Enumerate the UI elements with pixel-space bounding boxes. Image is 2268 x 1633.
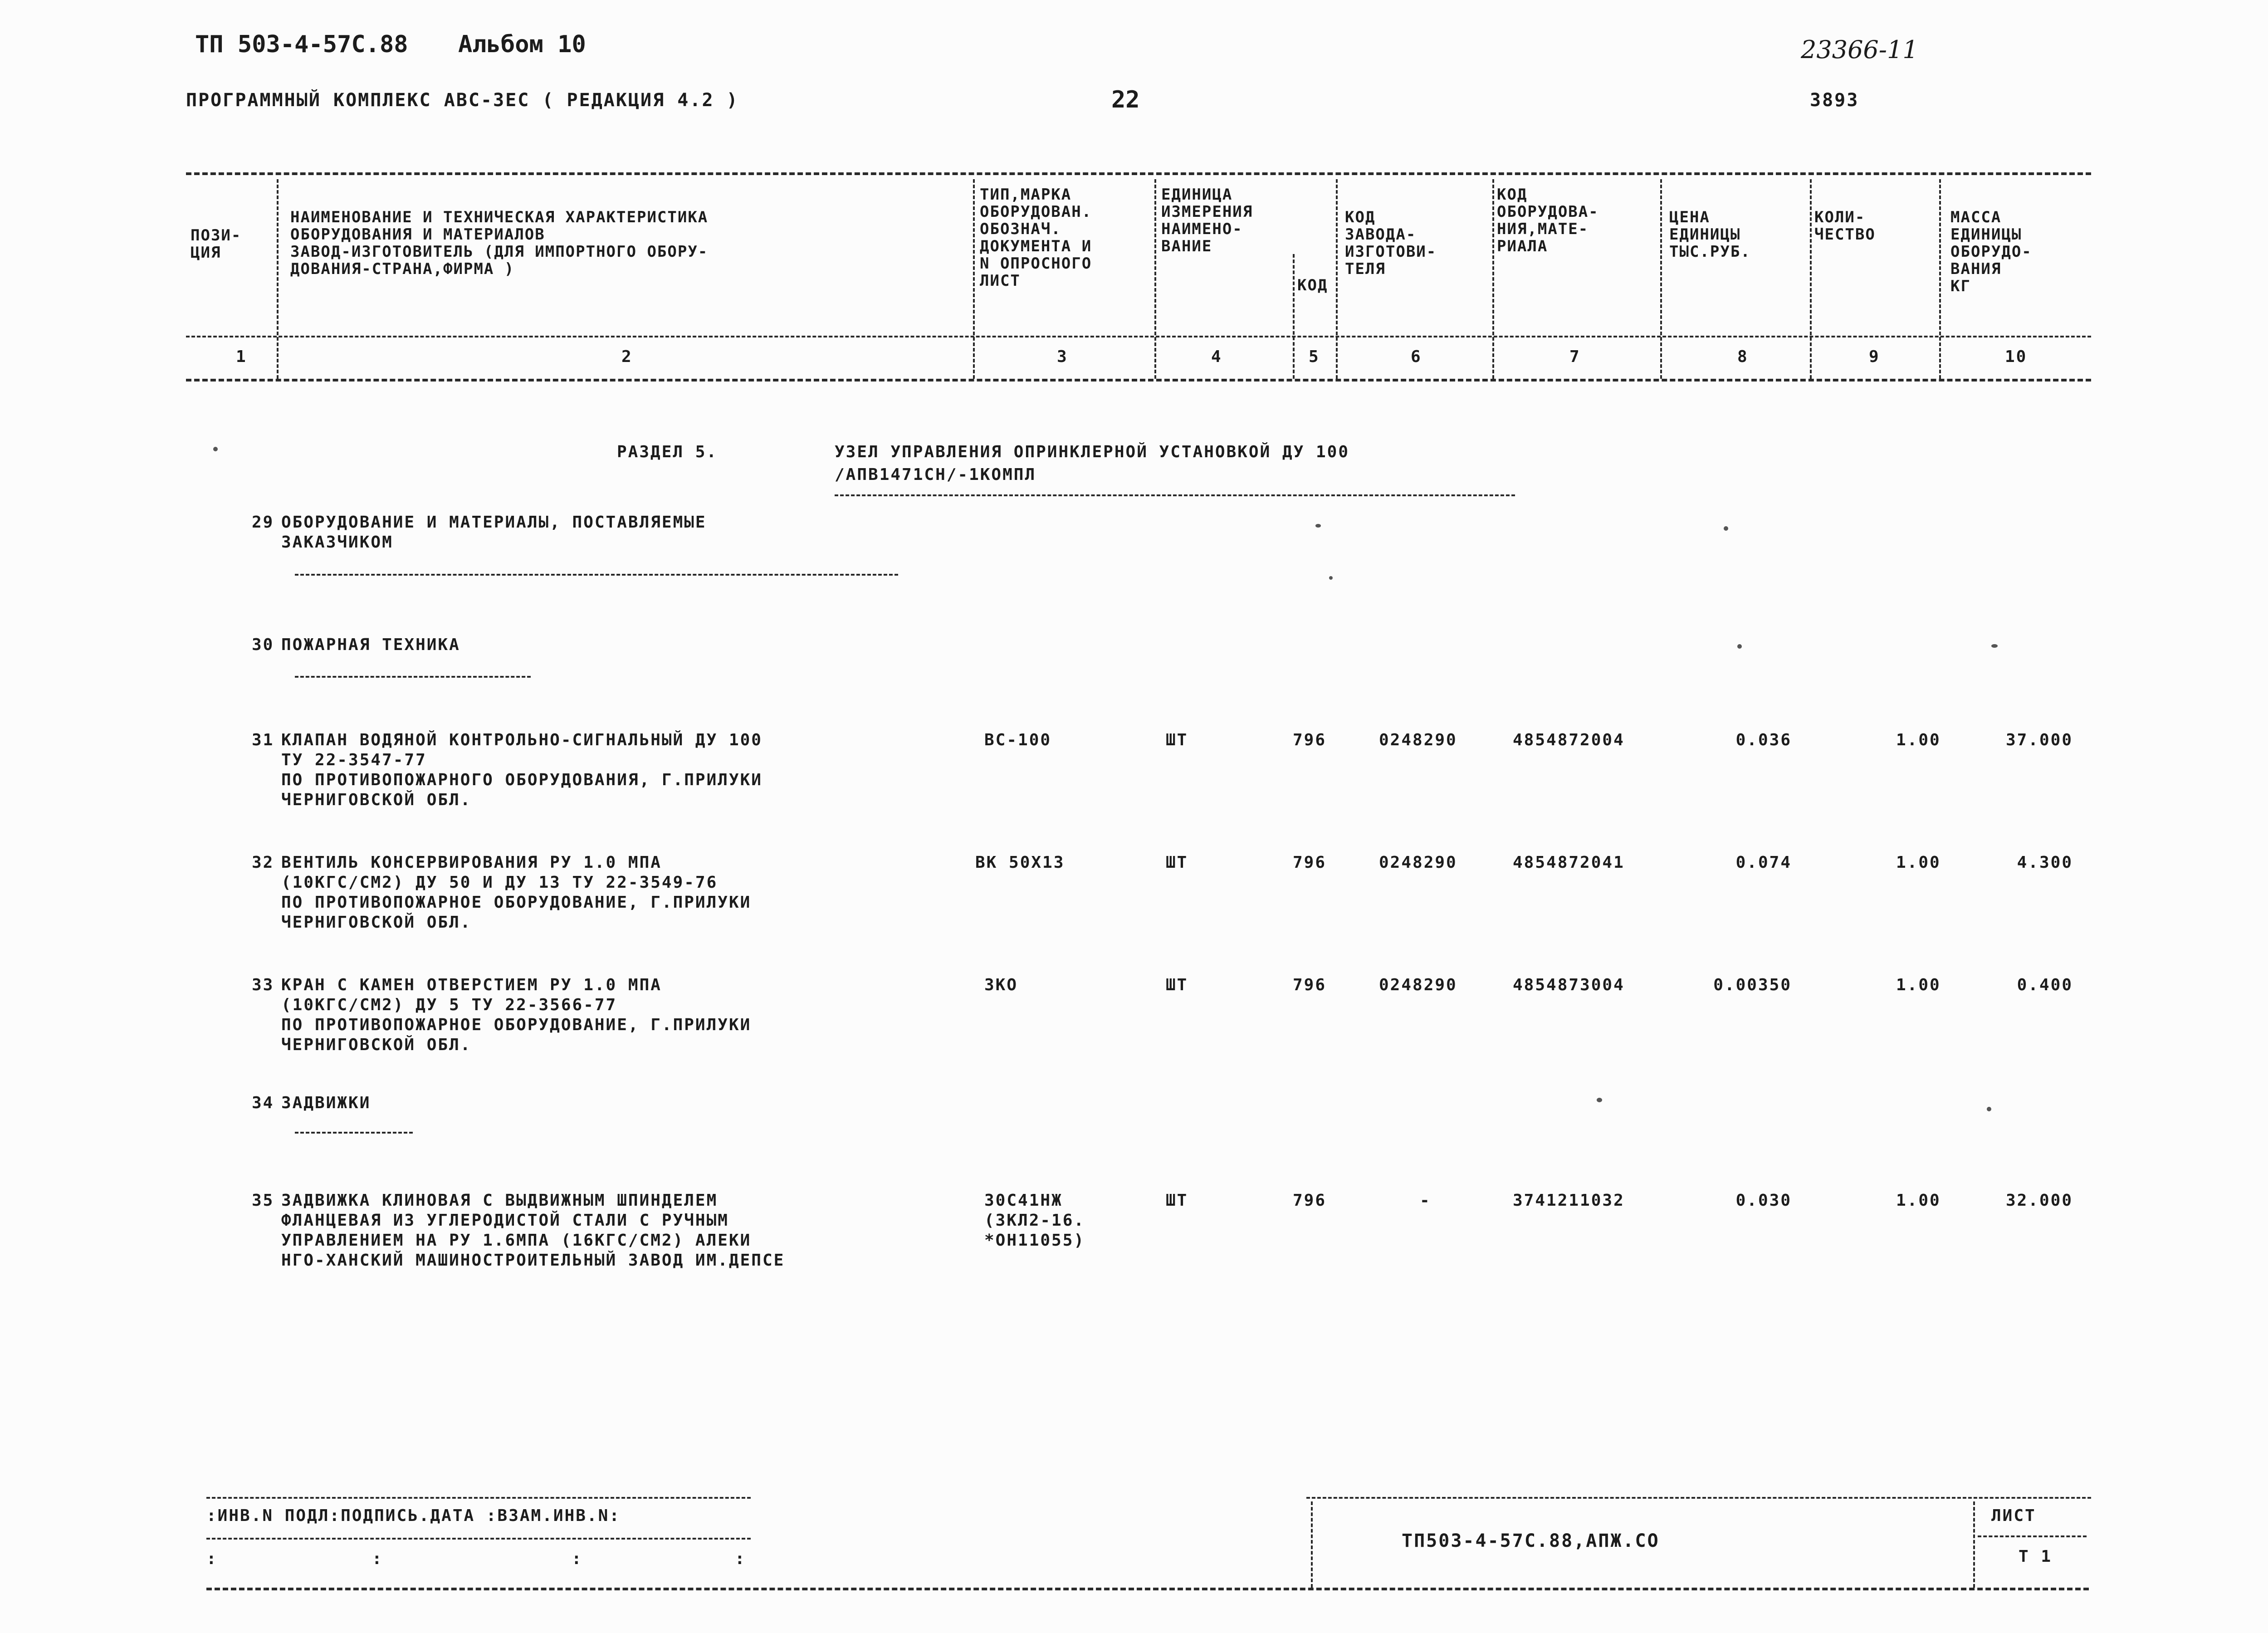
row-equipment-code: 3741211032	[1513, 1191, 1625, 1210]
col-sep	[1293, 254, 1295, 379]
row-description: ОБОРУДОВАНИЕ И МАТЕРИАЛЫ, ПОСТАВЛЯЕМЫЕ ЗАКАЗЧИКОМ	[281, 513, 707, 552]
scan-speck	[1315, 524, 1321, 528]
col-header-plant-code: КОД ЗАВОДА- ИЗГОТОВИ- ТЕЛЯ	[1345, 208, 1437, 278]
scan-speck	[1597, 1098, 1602, 1102]
row-plant-code: -	[1420, 1191, 1431, 1210]
row-type: ЗКО	[984, 976, 1018, 994]
header-bottom-rule	[186, 379, 2091, 381]
row-position: 30	[252, 636, 274, 654]
row-plant-code: 0248290	[1379, 853, 1457, 872]
program-line: ПРОГРАММНЫЙ КОМПЛЕКС АВС-ЗЕС ( РЕДАКЦИЯ 4.2 )	[186, 90, 739, 111]
row-position: 35	[252, 1191, 274, 1210]
row-description: КРАН С КАМЕН ОТВЕРСТИЕМ РУ 1.0 МПА (10КГС/СМ2) ДУ 5 ТУ 22-3566-77 ПО ПРОТИВОПОЖАРНОЕ ОБОРУДОВАНИЕ, Г.ПРИЛУКИ ЧЕРНИГОВСКОЙ ОБЛ.	[281, 976, 752, 1054]
row-code: 796	[1293, 731, 1327, 749]
section-title: УЗЕЛ УПРАВЛЕНИЯ ОПРИНКЛЕРНОЙ УСТАНОВКОЙ ДУ 100	[835, 443, 1349, 461]
row-position: 29	[252, 513, 274, 532]
row-equipment-code: 4854872004	[1513, 731, 1625, 749]
col-header-code: КОД	[1297, 276, 1328, 294]
row-price: 0.074	[1735, 853, 1792, 872]
row-plant-code: 0248290	[1379, 731, 1457, 749]
row-unit: ШТ	[1166, 1191, 1188, 1210]
col-number: 10	[2005, 347, 2028, 366]
row-code: 796	[1293, 1191, 1327, 1210]
stamp-sheet-border	[1973, 1501, 1975, 1588]
row-price: 0.00350	[1713, 976, 1792, 994]
row-quantity: 1.00	[1896, 976, 1941, 994]
header-top-rule	[186, 172, 2091, 175]
code-right: 3893	[1810, 90, 1859, 111]
footer-left-fields: :ИНВ.N ПОДЛ:ПОДПИСЬ.ДАТА :ВЗАМ.ИНВ.N:	[206, 1506, 621, 1525]
row-mass: 4.300	[2017, 853, 2073, 872]
row-description: ВЕНТИЛЬ КОНСЕРВИРОВАНИЯ РУ 1.0 МПА (10КГС/СМ2) ДУ 50 И ДУ 13 ТУ 22-3549-76 ПО ПРОТИВОПОЖАРНОЕ ОБОРУДОВАНИЕ, Г.ПРИЛУКИ ЧЕРНИГОВСКОЙ ОБЛ.	[281, 853, 752, 932]
scan-speck	[213, 447, 218, 451]
row-unit: ШТ	[1166, 976, 1188, 994]
handwritten-number: 23366-11	[1801, 35, 1918, 64]
section-underline	[835, 494, 1515, 496]
col-sep	[973, 179, 975, 379]
row-code: 796	[1293, 976, 1327, 994]
stamp-document-code: ТП503-4-57С.88,АПЖ.СО	[1402, 1530, 1660, 1551]
row-mass: 32.000	[2005, 1191, 2073, 1210]
footer-left-mid-rule	[206, 1538, 751, 1540]
row-type: ВК 50Х13	[975, 853, 1065, 872]
row-description: КЛАПАН ВОДЯНОЙ КОНТРОЛЬНО-СИГНАЛЬНЫЙ ДУ 100 ТУ 22-3547-77 ПО ПРОТИВОПОЖАРНОГО ОБОРУДОВАНИЯ, Г.ПРИЛУКИ ЧЕРНИГОВСКОЙ ОБЛ.	[281, 731, 763, 809]
sheet-label: ЛИСТ	[1991, 1506, 2036, 1525]
col-sep	[1492, 179, 1494, 379]
scan-speck	[1737, 644, 1742, 649]
section-subtitle: /АПВ1471СН/-1КОМПЛ	[835, 465, 1036, 484]
row-position: 32	[252, 853, 274, 872]
stamp-left-border	[1311, 1501, 1313, 1588]
col-header-unit: ЕДИНИЦА ИЗМЕРЕНИЯ НАИМЕНО- ВАНИЕ	[1161, 186, 1253, 255]
row-unit: ШТ	[1166, 731, 1188, 749]
col-sep	[1154, 179, 1156, 379]
page-number: 22	[1111, 86, 1140, 113]
col-header-price: ЦЕНА ЕДИНИЦЫ ТЫС.РУБ.	[1669, 208, 1751, 261]
col-header-position: ПОЗИ- ЦИЯ	[191, 226, 242, 262]
col-header-mass: МАССА ЕДИНИЦЫ ОБОРУДО- ВАНИЯ КГ	[1950, 208, 2032, 295]
row-equipment-code: 4854873004	[1513, 976, 1625, 994]
row-plant-code: 0248290	[1379, 976, 1457, 994]
row-description: ПОЖАРНАЯ ТЕХНИКА	[281, 636, 460, 654]
row-unit: ШТ	[1166, 853, 1188, 872]
album-label: Альбом 10	[458, 31, 586, 58]
col-number: 2	[621, 347, 633, 366]
col-header-equipment-code: КОД ОБОРУДОВА- НИЯ,МАТЕ- РИАЛА	[1497, 186, 1599, 255]
row-mass: 0.400	[2017, 976, 2073, 994]
col-sep	[1336, 179, 1338, 379]
row-quantity: 1.00	[1896, 853, 1941, 872]
row-type: 30С41НЖ (ЗКЛ2-16. *ОН11055)	[984, 1191, 1085, 1250]
row-quantity: 1.00	[1896, 731, 1941, 749]
footer-left-top-rule	[206, 1497, 751, 1499]
col-number: 4	[1211, 347, 1222, 366]
sheet-rule	[1978, 1535, 2087, 1537]
row-position: 31	[252, 731, 274, 749]
col-number: 3	[1057, 347, 1068, 366]
row-equipment-code: 4854872041	[1513, 853, 1625, 872]
footer-bottom-rule	[206, 1588, 2089, 1590]
col-number: 7	[1569, 347, 1581, 366]
col-number: 6	[1411, 347, 1422, 366]
footer-left-sep: :	[372, 1550, 383, 1568]
section-label: РАЗДЕЛ 5.	[617, 443, 718, 461]
col-sep	[1939, 179, 1941, 379]
row-mass: 37.000	[2005, 731, 2073, 749]
col-header-name: НАИМЕНОВАНИЕ И ТЕХНИЧЕСКАЯ ХАРАКТЕРИСТИКА ОБОРУДОВАНИЯ И МАТЕРИАЛОВ ЗАВОД-ИЗГОТОВИТЕЛЬ (ДЛЯ ИМПОРТНОГО ОБОРУ- ДОВАНИЯ-СТРАНА,ФИРМА )	[290, 208, 709, 278]
col-number: 1	[236, 347, 247, 366]
footer-left-sep: :	[206, 1550, 218, 1568]
document-code: ТП 503-4-57С.88	[195, 31, 408, 58]
row-description: ЗАДВИЖКИ	[281, 1094, 371, 1112]
footer-left-sep: :	[735, 1550, 746, 1568]
col-number: 8	[1737, 347, 1749, 366]
scan-speck	[1329, 576, 1333, 580]
col-number: 9	[1869, 347, 1880, 366]
scan-speck	[1987, 1107, 1991, 1111]
row-position: 33	[252, 976, 274, 994]
row-type: ВС-100	[984, 731, 1052, 749]
row-quantity: 1.00	[1896, 1191, 1941, 1210]
row-underline	[295, 676, 531, 678]
header-mid-rule	[186, 336, 2091, 337]
col-sep	[277, 179, 279, 379]
scan-speck	[1991, 644, 1998, 648]
footer-left-sep: :	[572, 1550, 583, 1568]
row-price: 0.030	[1735, 1191, 1792, 1210]
col-sep	[1810, 179, 1812, 379]
scan-speck	[1724, 526, 1728, 531]
row-position: 34	[252, 1094, 274, 1112]
row-underline	[295, 574, 898, 576]
col-number: 5	[1309, 347, 1320, 366]
row-code: 796	[1293, 853, 1327, 872]
row-price: 0.036	[1735, 731, 1792, 749]
sheet-number: Т 1	[2019, 1547, 2053, 1566]
col-sep	[1660, 179, 1662, 379]
row-description: ЗАДВИЖКА КЛИНОВАЯ С ВЫДВИЖНЫМ ШПИНДЕЛЕМ ФЛАНЦЕВАЯ ИЗ УГЛЕРОДИСТОЙ СТАЛИ С РУЧНЫМ УПРАВЛЕНИЕМ НА РУ 1.6МПА (16КГС/СМ2) АЛЕКИ НГО-ХАНСКИЙ МАШИНОСТРОИТЕЛЬНЫЙ ЗАВОД ИМ.ДЕПСЕ	[281, 1191, 785, 1270]
col-header-type: ТИП,МАРКА ОБОРУДОВАН. ОБОЗНАЧ. ДОКУМЕНТА И N ОПРОСНОГО ЛИСТ	[980, 186, 1092, 290]
stamp-top-rule	[1306, 1497, 2091, 1499]
col-header-quantity: КОЛИ- ЧЕСТВО	[1814, 208, 1876, 244]
row-underline	[295, 1132, 413, 1134]
